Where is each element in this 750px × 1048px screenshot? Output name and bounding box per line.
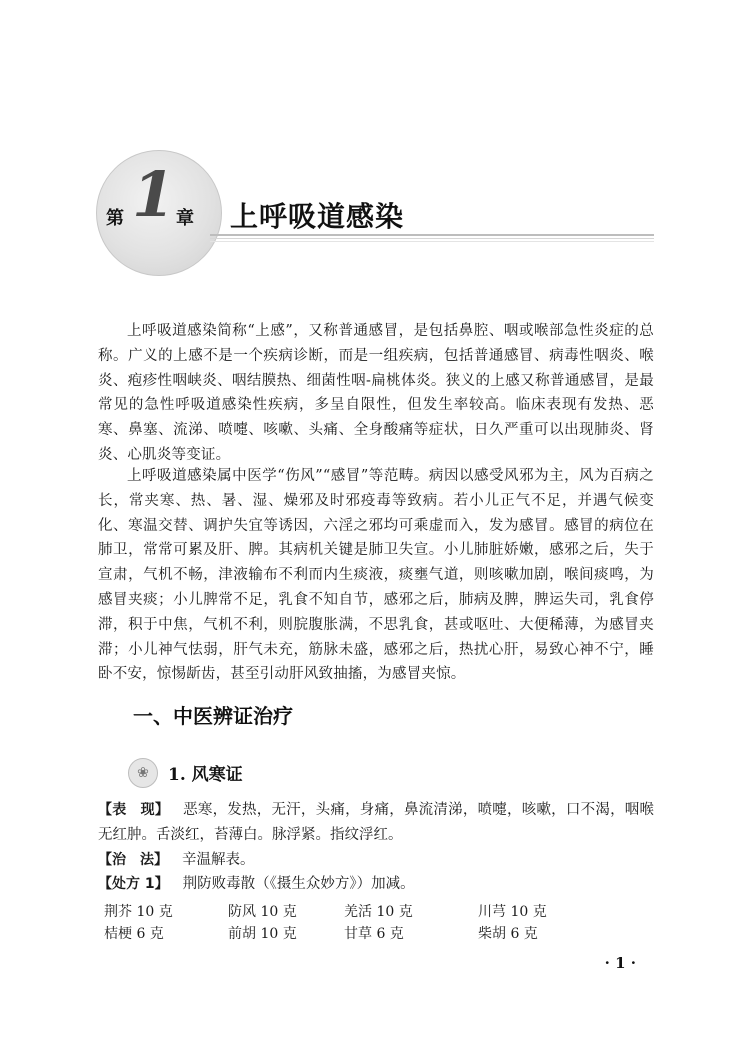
section-heading: 一、中医辨证治疗 — [133, 704, 293, 728]
field-label-biaoxian: 【表 现】 — [98, 802, 170, 818]
field-text-biaoxian: 恶寒，发热，无汗，头痛，身痛，鼻流清涕，喷嚏，咳嗽，口不渴，咽喉无红肿。舌淡红，苔薄白。脉浮紧。指纹浮红。 — [98, 802, 655, 843]
herb-item: 川芎 10 克 — [478, 904, 547, 920]
decorative-seal-icon: ❀ — [128, 758, 158, 788]
herb-item: 柴胡 6 克 — [478, 926, 538, 942]
body-paragraph-1: 上呼吸道感染简称“上感”，又称普通感冒，是包括鼻腔、咽或喉部急性炎症的总称。广义的上感不是一个疾病诊断，而是一组疾病，包括普通感冒、病毒性咽炎、喉炎、疱疹性咽峡炎、咽结膜热、细菌性咽-扁桃体炎。狭义的上感又称普通感冒，是最常见的急性呼吸道感染性疾病，多呈自限性，但发生率较高。临床表现有发热、恶寒、鼻塞、流涕、喷嚏、咳嗽、头痛、全身酸痛等症状，日久严重可以出现肺炎、肾炎、心肌炎等变证。 — [98, 323, 654, 463]
chapter-title: 上呼吸道感染 — [230, 200, 405, 233]
chapter-rule-2 — [210, 238, 654, 239]
chapter-rule — [210, 234, 654, 236]
field-label-chufang: 【处方 1】 — [98, 876, 169, 892]
subsection-title: 1. 风寒证 — [168, 765, 243, 785]
herb-item: 荆芥 10 克 — [104, 904, 173, 920]
chapter-rule-3 — [210, 241, 654, 242]
herb-item: 防风 10 克 — [228, 904, 297, 920]
field-label-zhifa: 【治 法】 — [98, 852, 168, 868]
herb-row — [104, 923, 564, 945]
page-number: · 1 · — [604, 954, 636, 972]
field-zhifa — [98, 848, 654, 873]
field-text-chufang: 荆防败毒散（《摄生众妙方》）加减。 — [182, 876, 415, 892]
chapter-header — [0, 150, 750, 280]
herb-item: 甘草 6 克 — [344, 926, 404, 942]
field-biaoxian — [98, 798, 654, 848]
field-text-zhifa: 辛温解表。 — [182, 852, 255, 868]
herb-row — [104, 901, 564, 923]
herb-item: 桔梗 6 克 — [104, 926, 164, 942]
chapter-number: 1 — [132, 158, 176, 231]
chapter-prefix: 第 — [106, 208, 124, 229]
field-chufang — [98, 872, 654, 897]
chapter-suffix: 章 — [176, 208, 194, 229]
herb-item: 前胡 10 克 — [228, 926, 297, 942]
herb-item: 羌活 10 克 — [344, 904, 413, 920]
body-paragraph-2: 上呼吸道感染属中医学“伤风”“感冒”等范畴。病因以感受风邪为主，风为百病之长，常夹寒、热、暑、湿、燥邪及时邪疫毒等致病。若小儿正气不足，并遇气候变化、寒温交替、调护失宜等诱因，六淫之邪均可乘虚而入，发为感冒。感冒的病位在肺卫，常常可累及肝、脾。其病机关键是肺卫失宣。小儿肺脏娇嫩，感邪之后，失于宣肃，气机不畅，津液输布不利而内生痰液，痰壅气道，则咳嗽加剧，喉间痰鸣，为感冒夹痰；小儿脾常不足，乳食不知自节，感邪之后，肺病及脾，脾运失司，乳食停滞，积于中焦，气机不利，则脘腹胀满，不思乳食，甚或呕吐、大便稀薄，为感冒夹滞；小儿神气怯弱，肝气未充，筋脉未盛，感邪之后，热扰心肝，易致心神不宁，睡卧不安，惊惕龂齿，甚至引动肝风致抽搐，为感冒夹惊。 — [98, 468, 654, 683]
herb-list — [104, 901, 564, 945]
